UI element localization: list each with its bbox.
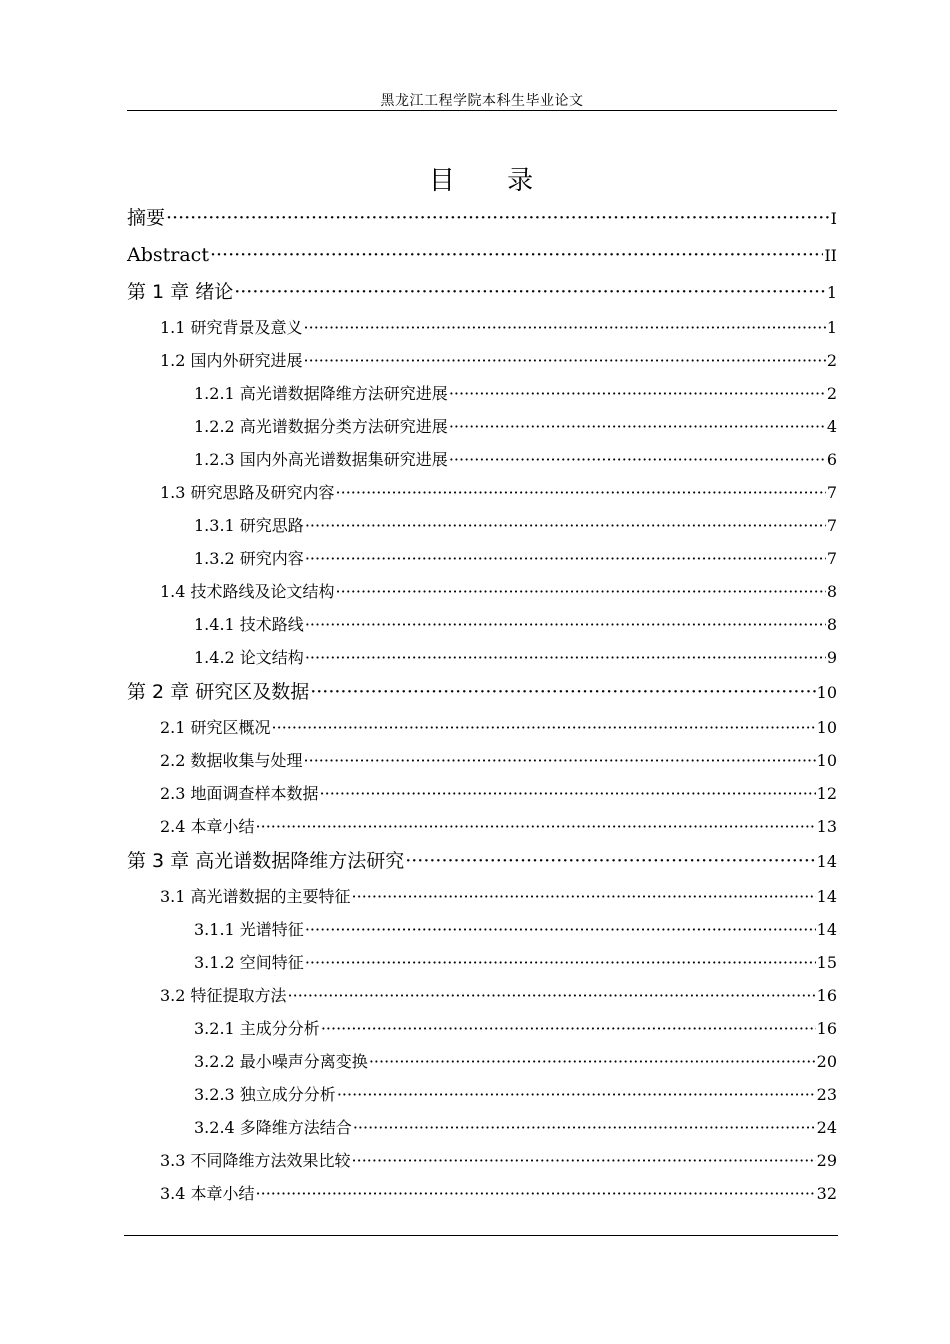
toc-entry[interactable]	[127, 1144, 837, 1177]
toc-entry[interactable]	[127, 843, 837, 880]
toc-dot-leader	[405, 843, 815, 880]
toc-dot-leader	[336, 476, 826, 509]
toc-dot-leader	[288, 979, 816, 1012]
toc-entry-page: 1	[826, 318, 837, 337]
toc-entry-page: 14	[816, 887, 837, 906]
toc-entry-page: 2	[826, 351, 837, 370]
toc-entry-page: 12	[816, 784, 837, 803]
toc-entry-label: 1.2.1 高光谱数据降维方法研究进展	[194, 384, 448, 403]
toc-entry-label: 1.3.2 研究内容	[194, 549, 304, 568]
toc-entry-label: 3.2 特征提取方法	[160, 986, 287, 1005]
toc-entry-label: 第 1 章 绪论	[127, 281, 234, 303]
toc-dot-leader	[449, 410, 826, 443]
toc-entry-page: 10	[816, 751, 837, 770]
toc-entry[interactable]	[127, 200, 837, 237]
toc-dot-leader	[449, 377, 826, 410]
toc-entry[interactable]	[127, 237, 837, 274]
toc-entry-page: 32	[816, 1184, 837, 1203]
toc-entry[interactable]	[127, 476, 837, 509]
toc-entry-label: 1.2.3 国内外高光谱数据集研究进展	[194, 450, 448, 469]
toc-entry-label: 1.4 技术路线及论文结构	[160, 582, 335, 601]
toc-dot-leader	[321, 1012, 816, 1045]
toc-dot-leader	[310, 674, 815, 711]
toc-entry-label: Abstract	[127, 244, 209, 266]
header-rule	[127, 110, 837, 111]
toc-entry-page: 24	[816, 1118, 837, 1137]
toc-entry-label: 3.2.4 多降维方法结合	[194, 1118, 352, 1137]
toc-dot-leader	[304, 311, 826, 344]
toc-entry-label: 摘要	[127, 207, 166, 229]
toc-dot-leader	[234, 274, 826, 311]
toc-entry[interactable]	[127, 913, 837, 946]
toc-dot-leader	[352, 880, 816, 913]
footer-rule	[124, 1235, 838, 1236]
toc-entry-label: 2.3 地面调查样本数据	[160, 784, 319, 803]
toc-list	[127, 200, 837, 1210]
toc-entry-label: 1.2.2 高光谱数据分类方法研究进展	[194, 417, 448, 436]
toc-entry[interactable]	[127, 1045, 837, 1078]
toc-entry-page: 2	[826, 384, 837, 403]
toc-entry-label: 3.1.1 光谱特征	[194, 920, 304, 939]
toc-entry-page: 13	[816, 817, 837, 836]
toc-entry-label: 1.2 国内外研究进展	[160, 351, 303, 370]
toc-entry[interactable]	[127, 641, 837, 674]
toc-entry-page: 10	[816, 683, 837, 702]
toc-entry-label: 3.2.3 独立成分分析	[194, 1085, 336, 1104]
toc-dot-leader	[256, 810, 816, 843]
toc-entry-label: 3.3 不同降维方法效果比较	[160, 1151, 351, 1170]
toc-entry[interactable]	[127, 711, 837, 744]
toc-title: 目 录	[428, 166, 536, 196]
toc-entry[interactable]	[127, 542, 837, 575]
toc-entry-page: 7	[826, 483, 837, 502]
toc-dot-leader	[305, 946, 816, 979]
toc-dot-leader	[369, 1045, 816, 1078]
toc-entry-page: 14	[816, 920, 837, 939]
toc-entry-label: 第 3 章 高光谱数据降维方法研究	[127, 850, 405, 872]
toc-entry[interactable]	[127, 674, 837, 711]
toc-entry-page: 15	[816, 953, 837, 972]
toc-dot-leader	[210, 237, 823, 274]
toc-entry-page: 7	[826, 516, 837, 535]
toc-dot-leader	[272, 711, 816, 744]
toc-dot-leader	[353, 1111, 816, 1144]
toc-entry[interactable]	[127, 810, 837, 843]
toc-entry-page: 14	[816, 852, 837, 871]
toc-dot-leader	[304, 744, 816, 777]
toc-entry-page: 8	[826, 582, 837, 601]
toc-entry[interactable]	[127, 443, 837, 476]
toc-entry[interactable]	[127, 744, 837, 777]
toc-dot-leader	[352, 1144, 816, 1177]
toc-dot-leader	[320, 777, 816, 810]
toc-dot-leader	[256, 1177, 816, 1210]
toc-entry[interactable]	[127, 608, 837, 641]
toc-entry-page: 8	[826, 615, 837, 634]
toc-entry[interactable]	[127, 946, 837, 979]
toc-dot-leader	[166, 200, 830, 237]
toc-entry-label: 1.1 研究背景及意义	[160, 318, 303, 337]
toc-entry[interactable]	[127, 777, 837, 810]
toc-entry-page: 16	[816, 986, 837, 1005]
toc-dot-leader	[337, 1078, 816, 1111]
toc-entry-label: 1.3 研究思路及研究内容	[160, 483, 335, 502]
toc-entry-page: 4	[826, 417, 837, 436]
toc-entry[interactable]	[127, 311, 837, 344]
toc-dot-leader	[305, 509, 826, 542]
toc-entry-label: 2.4 本章小结	[160, 817, 255, 836]
toc-entry-label: 1.4.1 技术路线	[194, 615, 304, 634]
toc-entry-page: 7	[826, 549, 837, 568]
toc-dot-leader	[336, 575, 826, 608]
toc-entry-label: 3.4 本章小结	[160, 1184, 255, 1203]
toc-entry[interactable]	[127, 575, 837, 608]
toc-dot-leader	[305, 913, 816, 946]
toc-entry[interactable]	[127, 410, 837, 443]
toc-entry-label: 3.1 高光谱数据的主要特征	[160, 887, 351, 906]
toc-entry[interactable]	[127, 274, 837, 311]
toc-dot-leader	[305, 542, 826, 575]
toc-entry[interactable]	[127, 1012, 837, 1045]
toc-entry-label: 1.3.1 研究思路	[194, 516, 304, 535]
toc-entry[interactable]	[127, 880, 837, 913]
running-header: 黑龙江工程学院本科生毕业论文	[380, 93, 584, 109]
toc-entry[interactable]	[127, 979, 837, 1012]
toc-entry-page: 20	[816, 1052, 837, 1071]
toc-entry-page: 29	[816, 1151, 837, 1170]
toc-entry-label: 3.2.2 最小噪声分离变换	[194, 1052, 368, 1071]
toc-entry[interactable]	[127, 509, 837, 542]
toc-dot-leader	[305, 641, 826, 674]
toc-entry[interactable]	[127, 1177, 837, 1210]
toc-entry-page: II	[824, 246, 837, 265]
toc-entry-label: 3.2.1 主成分分析	[194, 1019, 320, 1038]
toc-entry[interactable]	[127, 1111, 837, 1144]
toc-entry-label: 1.4.2 论文结构	[194, 648, 304, 667]
toc-entry-page: 23	[816, 1085, 837, 1104]
toc-dot-leader	[304, 344, 826, 377]
toc-dot-leader	[449, 443, 826, 476]
toc-entry-page: 6	[826, 450, 837, 469]
toc-entry[interactable]	[127, 344, 837, 377]
toc-entry-label: 3.1.2 空间特征	[194, 953, 304, 972]
toc-entry-page: 16	[816, 1019, 837, 1038]
toc-entry-page: I	[830, 209, 837, 228]
toc-entry-page: 9	[826, 648, 837, 667]
toc-entry[interactable]	[127, 377, 837, 410]
toc-entry-label: 2.1 研究区概况	[160, 718, 271, 737]
toc-entry-label: 第 2 章 研究区及数据	[127, 681, 310, 703]
toc-entry-label: 2.2 数据收集与处理	[160, 751, 303, 770]
toc-dot-leader	[305, 608, 826, 641]
toc-entry-page: 1	[826, 283, 837, 302]
toc-entry-page: 10	[816, 718, 837, 737]
toc-entry[interactable]	[127, 1078, 837, 1111]
